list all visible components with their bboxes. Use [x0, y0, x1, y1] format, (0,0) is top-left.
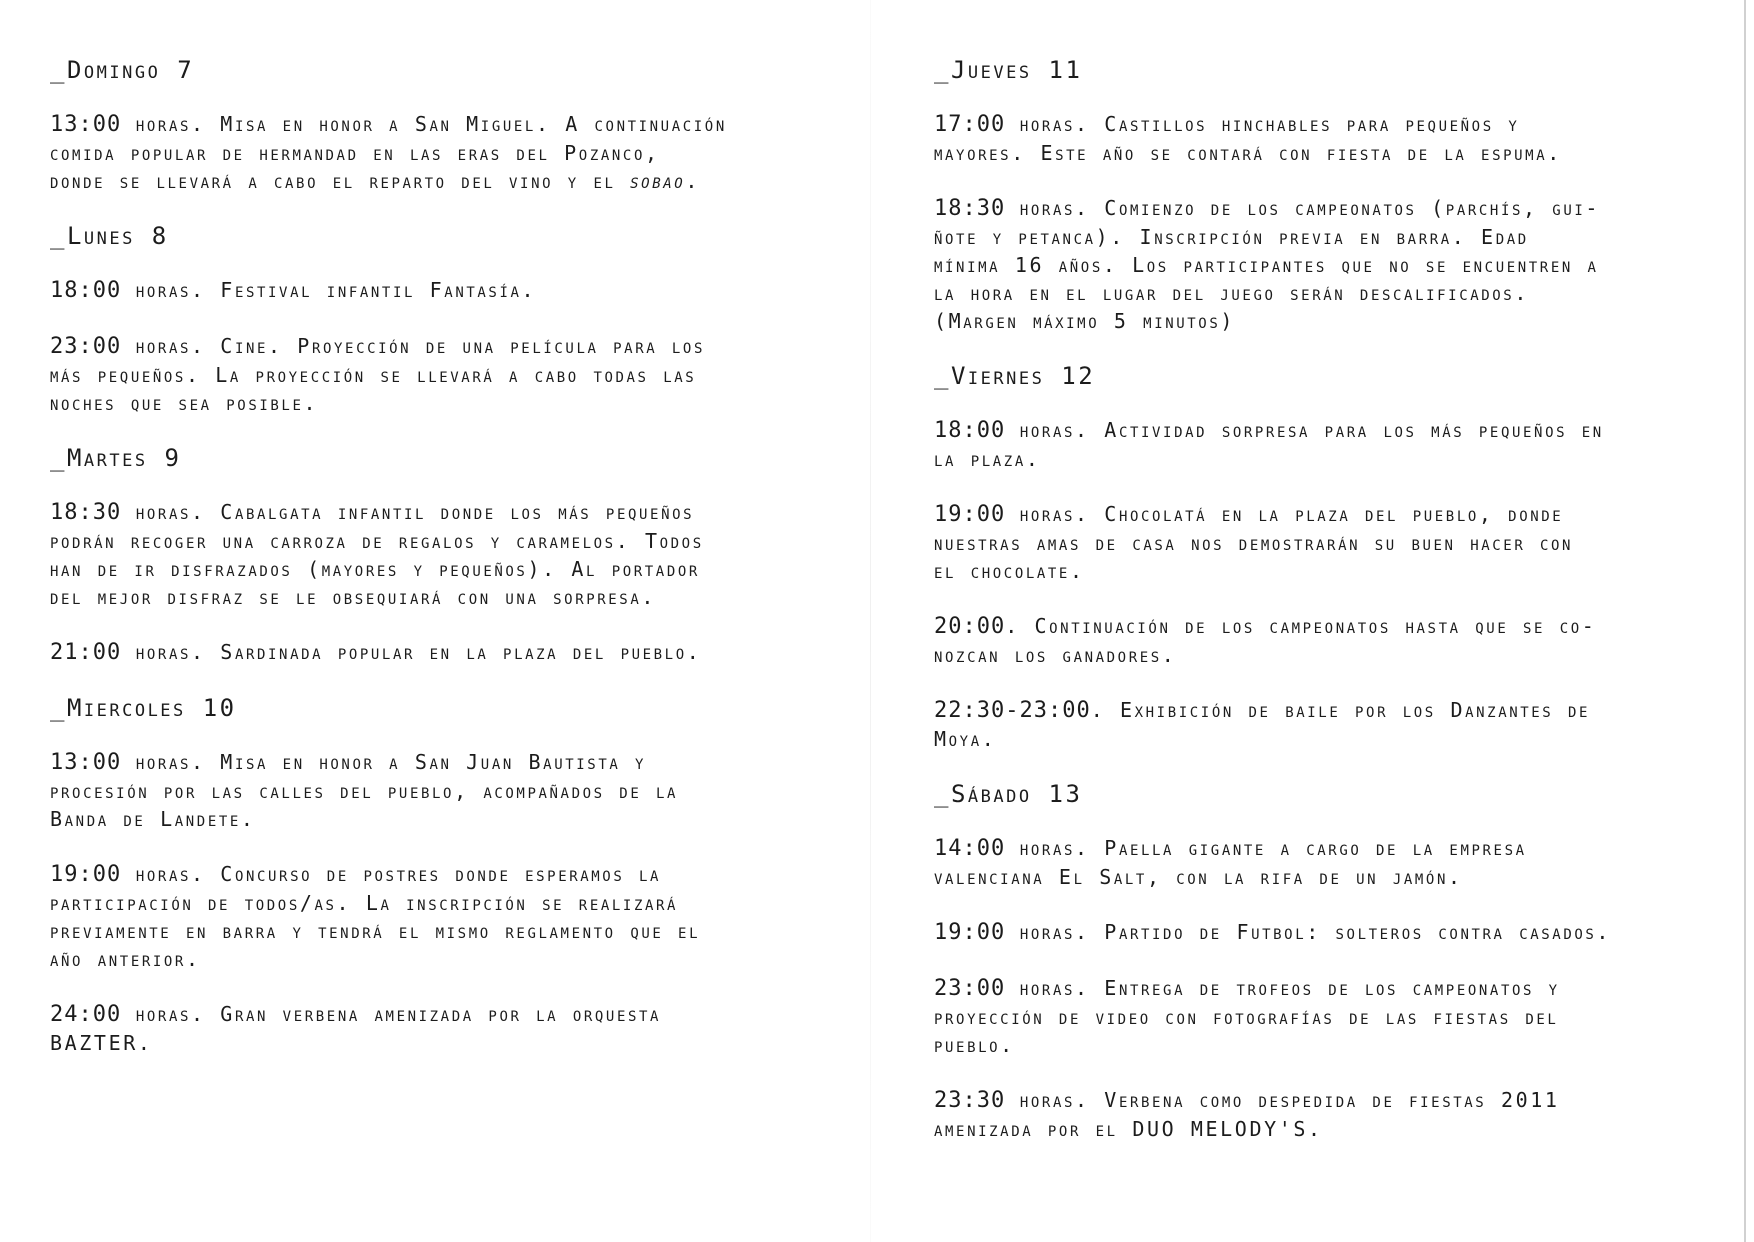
event-text: horas. Festival infantil Fantasía. [121, 278, 537, 302]
day-sabado-13 [934, 780, 1754, 1143]
event-item [934, 1086, 1724, 1143]
event-text: horas. Entrega de trofeos de los campeonatos y proyección de video con fotografías de las fiestas del pueblo. [934, 976, 1560, 1057]
event-item [50, 638, 840, 667]
event-list [934, 416, 1754, 753]
event-item [934, 696, 1724, 753]
event-time: 19:00 [50, 862, 122, 887]
event-text: . Exhibición de baile por los Danzantes de Moya. [934, 698, 1591, 751]
event-time: 23:30 [934, 1088, 1006, 1113]
day-title: _Martes 9 [50, 444, 182, 472]
event-list [50, 110, 870, 195]
event-list [50, 276, 870, 417]
day-title: _Jueves 11 [934, 56, 1083, 84]
day-title: _Domingo 7 [50, 56, 195, 84]
event-item [50, 748, 840, 833]
event-text: horas. Cabalgata infantil donde los más pequeños podrán recoger una carroza de regalos y caramelos. Todos han de ir disfrazados (mayores y pequeños). Al portador del mejor disfraz se le obsequiará con una sorpresa. [50, 500, 704, 609]
event-list [934, 110, 1754, 335]
event-time: 18:30 [50, 500, 122, 525]
day-miercoles-10 [50, 694, 870, 1057]
event-text: horas. Concurso de postres donde esperamos la participación de todos/as. La inscripción se realizará previamente en barra y tendrá el mismo reglamento que el año anterior. [50, 862, 701, 971]
event-text: horas. Verbena como despedida de fiestas 2011 amenizada por el DUO MELODY'S. [934, 1088, 1560, 1141]
event-time: 21:00 [50, 640, 122, 665]
event-time: 19:00 [934, 920, 1006, 945]
event-text: horas. Cine. Proyección de una película para los más pequeños. La proyección se llevará a cabo todas las noches que sea posible. [50, 334, 705, 415]
event-item [934, 974, 1724, 1059]
event-item [934, 416, 1724, 473]
event-item [934, 500, 1724, 585]
event-item [50, 1000, 840, 1057]
event-text: horas. Partido de Futbol: solteros contra casados. [1005, 920, 1612, 944]
event-item [934, 612, 1724, 669]
event-time: 23:00 [934, 976, 1006, 1001]
event-text: horas. Actividad sorpresa para los más pequeños en la plaza. [934, 418, 1604, 471]
event-text: horas. Chocolatá en la plaza del pueblo, donde nuestras amas de casa nos demostrarán su buen hacer con el chocolate. [934, 502, 1574, 583]
event-item [934, 834, 1724, 891]
event-time: 24:00 [50, 1002, 122, 1027]
event-time: 18:30 [934, 196, 1006, 221]
event-list [50, 748, 870, 1057]
event-item [50, 332, 840, 417]
event-time: 14:00 [934, 836, 1006, 861]
event-text: horas. Castillos hinchables para pequeños y mayores. Este año se contará con fiesta de la espuma. [934, 112, 1562, 165]
event-time: 13:00 [50, 750, 122, 775]
event-text: horas. Sardinada popular en la plaza del pueblo. [121, 640, 702, 664]
event-list [934, 834, 1754, 1143]
event-text: horas. Misa en honor a San Juan Bautista y procesión por las calles del pueblo, acompañados de la Banda de Landete. [50, 750, 679, 831]
event-text: horas. Comienzo de los campeonatos (parchís, gui- ñote y petanca). Inscripción previa en barra. Edad mínima 16 años. Los participantes que no se encuentren a la hora en el lugar del juego serán descalificados. (Margen máximo 5 minutos) [934, 196, 1601, 333]
event-time: 23:00 [50, 334, 122, 359]
event-item [50, 860, 840, 973]
event-text: . Continuación de los campeonatos hasta que se co- nozcan los ganadores. [934, 614, 1597, 667]
event-item [50, 276, 840, 305]
event-text: horas. Misa en honor a San Miguel. A continuación comida popular de hermandad en las eras del Pozanco, donde se llevará a cabo el reparto del vino y el [50, 112, 727, 193]
day-title: _Viernes 12 [934, 362, 1096, 390]
event-item [50, 110, 840, 195]
event-text: horas. Paella gigante a cargo de la empresa valenciana El Salt, con la rifa de un jamón. [934, 836, 1527, 889]
day-viernes-12 [934, 362, 1754, 753]
event-time: 17:00 [934, 112, 1006, 137]
event-time: 22:30-23:00 [934, 698, 1091, 723]
day-martes-9 [50, 444, 870, 667]
event-text: horas. Gran verbena amenizada por la orquesta BAZTER. [50, 1002, 662, 1055]
day-jueves-11 [934, 56, 1754, 335]
event-time: 13:00 [50, 112, 122, 137]
event-item [934, 110, 1724, 167]
right-page [870, 0, 1754, 1242]
day-title: _Lunes 8 [50, 222, 169, 250]
event-emphasis: sobao [630, 169, 686, 193]
event-time: 18:00 [934, 418, 1006, 443]
event-item [934, 194, 1724, 335]
day-title: _Sábado 13 [934, 780, 1083, 808]
event-time: 18:00 [50, 278, 122, 303]
event-item [934, 918, 1724, 947]
left-page [0, 0, 870, 1242]
event-tail: . [685, 169, 700, 193]
day-domingo-7 [50, 56, 870, 195]
event-time: 20:00 [934, 614, 1006, 639]
day-lunes-8 [50, 222, 870, 417]
event-item [50, 498, 840, 611]
event-list [50, 498, 870, 667]
event-time: 19:00 [934, 502, 1006, 527]
day-title: _Miercoles 10 [50, 694, 237, 722]
